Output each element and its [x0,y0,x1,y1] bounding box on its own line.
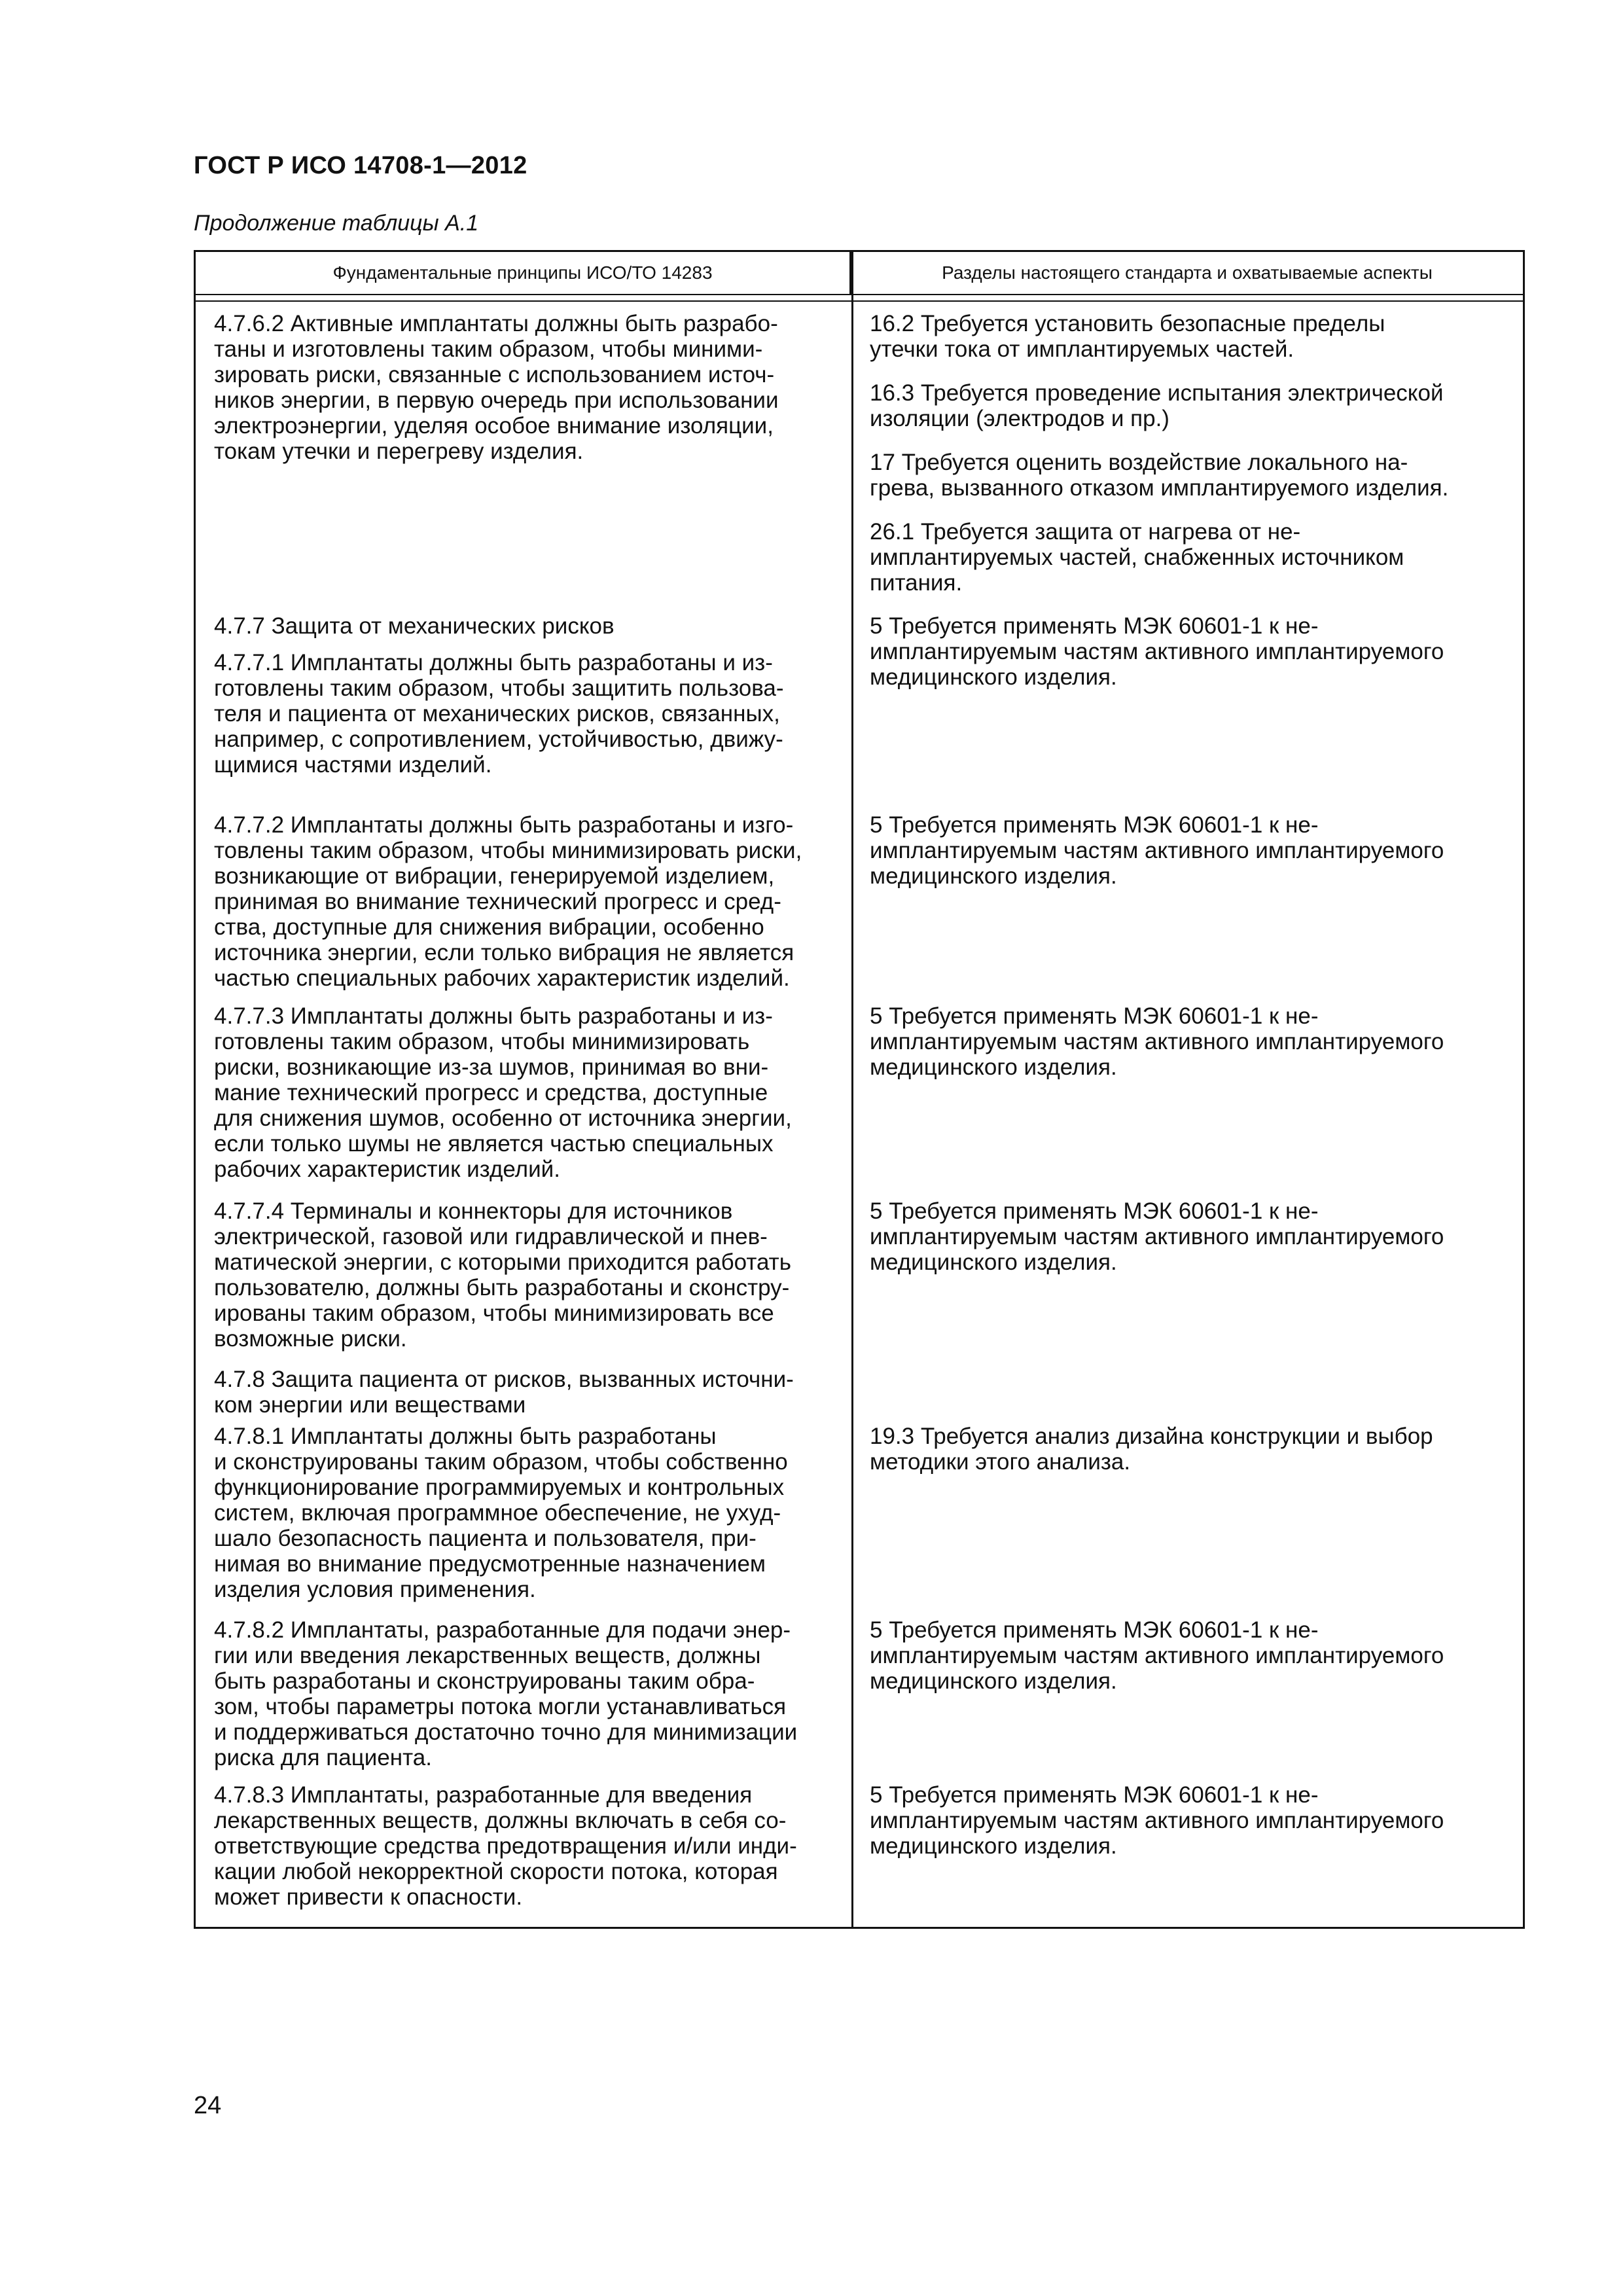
header-sections: Разделы настоящего стандарта и охватываемые аспекты [942,262,1433,283]
section-5: 5 Требуется применять МЭК 60601-1 к не- имплантируемым частям активного имплантируемого медицинского изделия. [870,1782,1444,1859]
principle-4-7-8-3: 4.7.8.3 Имплантаты, разработанные для введения лекарственных веществ, должны включать в себя со- ответствующие средства предотвращения и/или инди- кации любой некорректной скорости потока, которая может привести к опасности. [214,1782,797,1910]
section-16-3: 16.3 Требуется проведение испытания электрической изоляции (электродов и пр.) [870,380,1444,431]
principle-4-7-7-3: 4.7.7.3 Имплантаты должны быть разработаны и из- готовлены таким образом, чтобы минимизировать риски, возникающие из-за шумов, принимая во вни- мание технический прогресс и средства, доступные для снижения шумов, особенно от источника энергии, если только шумы не является частью специальных рабочих характеристик изделий. [214,1003,792,1182]
principle-4-7-7-4: 4.7.7.4 Терминалы и коннекторы для источников электрической, газовой или гидравлической и пнев- матической энергии, с которыми приходится работать пользователю, должны быть разработаны и сконстру- ированы таким образом, чтобы минимизировать все возможные риски. [214,1198,791,1352]
header-principles: Фундаментальные принципы ИСО/ТО 14283 [196,252,851,294]
principle-4-7-8-1: 4.7.8.1 Имплантаты должны быть разработаны и сконструированы таким образом, чтобы собственно функционирование программируемых и контрольных систем, включая программное обеспечение, не ухуд- шало безопасность пациента и пользователя, при- нимая во внимание предусмотренные назначением изделия условия применения. [214,1424,788,1602]
principle-4-7-7-2: 4.7.7.2 Имплантаты должны быть разработаны и изго- товлены таким образом, чтобы минимизировать риски, возникающие от вибрации, генерируемой изделием, принимая во внимание технический прогресс и сред- ства, доступные для снижения вибрации, особенно источника энергии, если только вибрация не является частью специальных рабочих характеристик изделий. [214,812,802,991]
column-divider [851,252,853,1927]
table-caption: Продолжение таблицы А.1 [194,211,479,236]
section-26-1: 26.1 Требуется защита от нагрева от не- имплантируемых частей, снабженных источником питания. [870,519,1404,596]
section-5: 5 Требуется применять МЭК 60601-1 к не- имплантируемым частям активного имплантируемого медицинского изделия. [870,812,1444,889]
header-rule [196,300,1523,302]
table-header-row [196,252,1523,294]
header-rule [196,294,1523,295]
principle-4-7-8: 4.7.8 Защита пациента от рисков, вызванных источни- ком энергии или веществами [214,1367,794,1418]
principle-4-7-7-1: 4.7.7.1 Имплантаты должны быть разработаны и из- готовлены таким образом, чтобы защитить пользова- теля и пациента от механических рисков, связанных, например, с сопротивлением, устойчивостью, движу- щимися частями изделий. [214,650,784,778]
section-16-2: 16.2 Требуется установить безопасные пределы утечки тока от имплантируемых частей. [870,311,1385,362]
section-5: 5 Требуется применять МЭК 60601-1 к не- имплантируемым частям активного имплантируемого медицинского изделия. [870,1198,1444,1275]
principle-4-7-7: 4.7.7 Защита от механических рисков [214,613,615,639]
section-5: 5 Требуется применять МЭК 60601-1 к не- имплантируемым частям активного имплантируемого медицинского изделия. [870,1617,1444,1694]
section-5: 5 Требуется применять МЭК 60601-1 к не- имплантируемым частям активного имплантируемого медицинского изделия. [870,1003,1444,1080]
document-header: ГОСТ Р ИСО 14708-1—2012 [194,152,527,179]
page-number: 24 [194,2092,222,2119]
principle-4-7-6-2: 4.7.6.2 Активные имплантаты должны быть разрабо- таны и изготовлены таким образом, чтобы миними- зировать риски, связанные с использованием источ- ников энергии, в первую очередь при использовании электроэнергии, уделяя особое внимание изоляции, токам утечки и перегреву изделия. [214,311,779,464]
principle-4-7-8-2: 4.7.8.2 Имплантаты, разработанные для подачи энер- гии или введения лекарственных веществ, должны быть разработаны и сконструированы таким обра- зом, чтобы параметры потока могли устанавливаться и поддерживаться достаточно точно для минимизации риска для пациента. [214,1617,798,1770]
standards-table [194,250,1525,1929]
section-5: 5 Требуется применять МЭК 60601-1 к не- имплантируемым частям активного имплантируемого медицинского изделия. [870,613,1444,690]
section-19-3: 19.3 Требуется анализ дизайна конструкции и выбор методики этого анализа. [870,1424,1433,1475]
section-17: 17 Требуется оценить воздействие локального на- грева, вызванного отказом имплантируемого изделия. [870,450,1449,501]
